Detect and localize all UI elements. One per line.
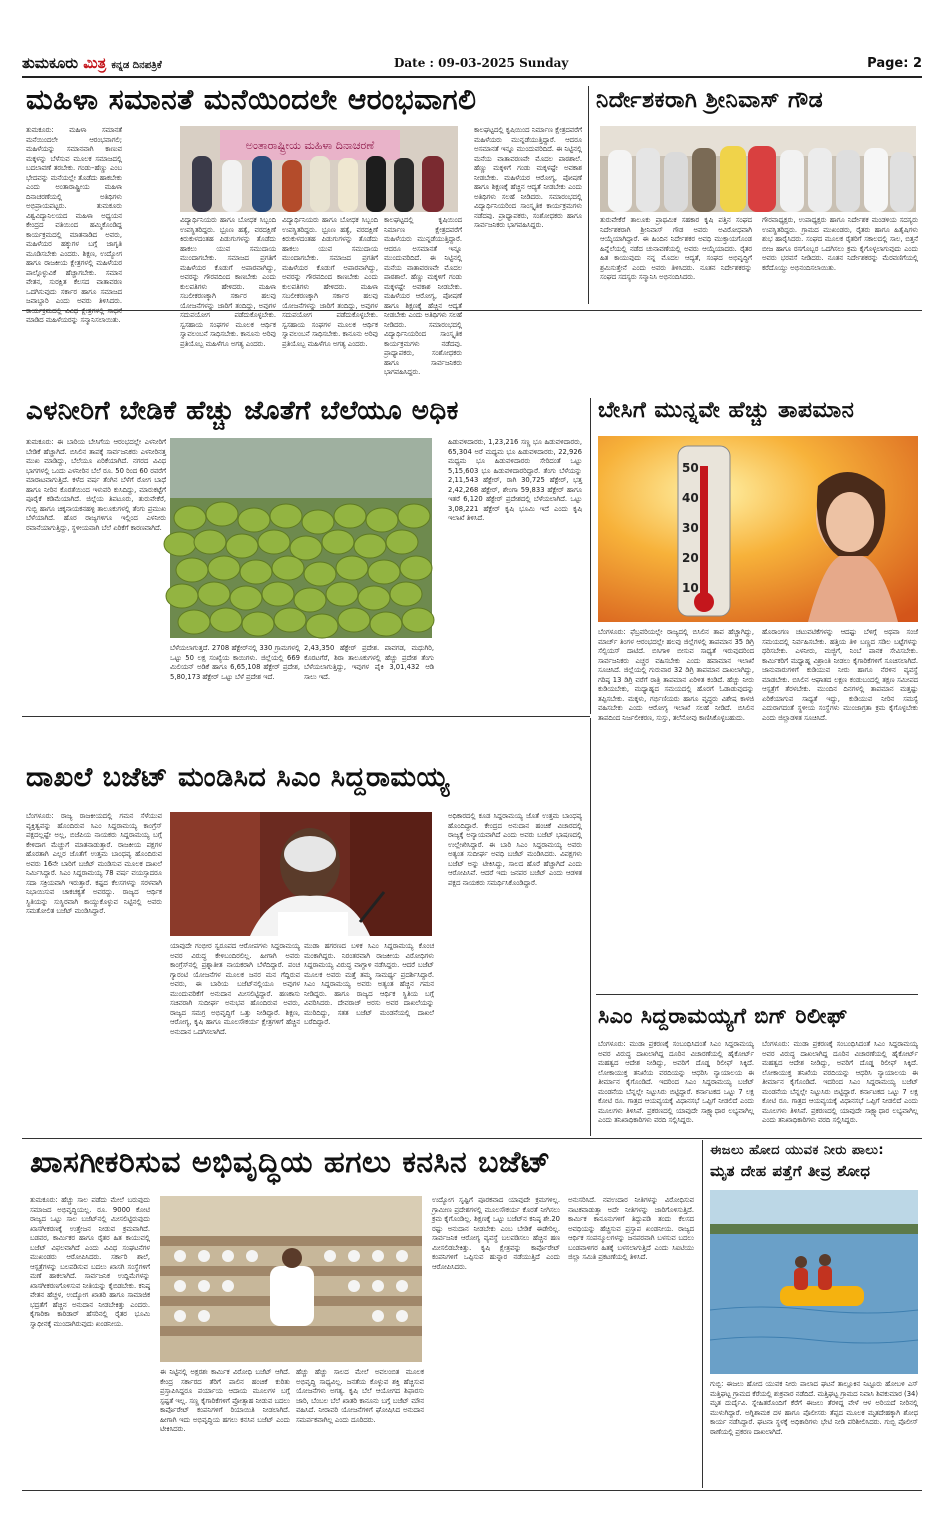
women-equality-col2: ವಿದ್ಯಾರ್ಥಿನಿಯರು ಹಾಗೂ ಬೋಧಕ ಸಿಬ್ಬಂದಿ ಉಪಸ್ಥಿತರಿದ್ದರು. ಭ್ರೂಣ ಹತ್ಯೆ, ವರದಕ್ಷಿಣೆ ಕಿರುಕುಳದಂತಹ ಪಿಡುಗುಗಳನ್ನು ತೊಡೆದು ಹಾಕಲು ಯುವ ಸಮುದಾಯ ಮುಂದಾಗಬೇಕು. ಸಮಾಜದ ಪ್ರಗತಿಗೆ ಮಹಿಳೆಯರ ಕೊಡುಗೆ ಅಪಾರವಾಗಿದ್ದು, ಅವರನ್ನು ಗೌರವದಿಂದ ಕಾಣಬೇಕು ಎಂದು ಕುಲಪತಿಗಳು ಹೇಳಿದರು. ಮಹಿಳಾ ಸಬಲೀಕರಣಕ್ಕಾಗಿ ಸರ್ಕಾರ ಹಲವು ಯೋಜನೆಗಳನ್ನು ಜಾರಿಗೆ ತಂದಿದ್ದು, ಅವುಗಳ ಸದುಪಯೋಗ ಪಡೆದುಕೊಳ್ಳಬೇಕು. ಸ್ವಸಹಾಯ ಸಂಘಗಳ ಮೂಲಕ ಆರ್ಥಿಕ ಸ್ವಾವಲಂಬನೆ ಸಾಧಿಸಬೇಕು. ಕಾನೂನು ಅರಿವು ಪ್ರತಿಯೊಬ್ಬ ಮಹಿಳೆಗೂ ಅಗತ್ಯ ಎಂದರು. <box>180 216 276 348</box>
lake-search-photo <box>710 1190 918 1374</box>
srinivas-col2: ಗೌರವಾಧ್ಯಕ್ಷರು, ಉಪಾಧ್ಯಕ್ಷರು ಹಾಗೂ ನಿರ್ದೇಶಕ ಮಂಡಳಿಯ ಸದಸ್ಯರು ಉಪಸ್ಥಿತರಿದ್ದರು. ಗ್ರಾಮದ ಮುಖಂಡರು, ರೈತರು ಹಾಗೂ ಹಿತೈಷಿಗಳು ಶುಭ ಹಾರೈಸಿದರು. ಸಂಘದ ಮೂಲಕ ರೈತರಿಗೆ ಸಕಾಲದಲ್ಲಿ ಸಾಲ, ಬಿತ್ತನೆ ಬೀಜ ಹಾಗೂ ರಸಗೊಬ್ಬರ ಒದಗಿಸಲು ಕ್ರಮ ಕೈಗೊಳ್ಳಲಾಗುವುದು ಎಂದು ಅವರು ಭರವಸೆ ನೀಡಿದರು. ನೂತನ ನಿರ್ದೇಶಕರನ್ನು ಮೆರವಣಿಗೆಯಲ್ಲಿ ಕರೆದೊಯ್ದು ಅಭಿನಂದಿಸಲಾಯಿತು. <box>762 216 918 272</box>
coconut-col4: ಹಿಡುವಳಿದಾರರು, 1,23,216 ಸಣ್ಣ ಭೂ ಹಿಡುವಳಿದಾರರು, 65,304 ಅರೆ ಮಧ್ಯಮ ಭೂ ಹಿಡುವಳಿದಾರರು, 22,926 ಮಧ್ಯಮ ಭೂ ಹಿಡುವಳಿದಾರರು ಸೇರಿದಂತೆ ಒಟ್ಟು 5,15,603 ಭೂ ಹಿಡುವಳಿದಾರರಿದ್ದಾರೆ. ತೆಂಗು ಬೆಳೆಯನ್ನು 2,11,543 ಹೆಕ್ಟೇರ್, ರಾಗಿ 30,725 ಹೆಕ್ಟೇರ್, ಭತ್ತ 2,42,268 ಹೆಕ್ಟೇರ್, ಶೇಂಗಾ 59,833 ಹೆಕ್ಟೇರ್ ಹಾಗೂ ಇತರೆ 6,120 ಹೆಕ್ಟೇರ್ ಪ್ರದೇಶದಲ್ಲಿ ಬೆಳೆಯಲಾಗಿದೆ. ಒಟ್ಟು 3,08,221 ಹೆಕ್ಟೇರ್ ಕೃಷಿ ಭೂಮಿ ಇದೆ ಎಂದು ಕೃಷಿ ಇಲಾಖೆ ತಿಳಿಸಿದೆ. <box>448 438 582 522</box>
women-equality-col3: ಕಾಲಘಟ್ಟದಲ್ಲಿ ಕೃಷಿಯಿಂದ ನಿರ್ಮಾಣ ಕ್ಷೇತ್ರದವರೆಗೆ ಮಹಿಳೆಯರು ಮುನ್ನಡೆಯುತ್ತಿದ್ದಾರೆ. ಆದರೂ ಅಸಮಾನತೆ ಇನ್ನೂ ಮುಂದುವರಿದಿದೆ. ಈ ನಿಟ್ಟಿನಲ್ಲಿ ಮನೆಯ ವಾತಾವರಣವೇ ಮೊದಲ ಪಾಠಶಾಲೆ. ಹೆಣ್ಣು ಮಕ್ಕಳಿಗೆ ಗಂಡು ಮಕ್ಕಳಷ್ಟೇ ಅವಕಾಶ ನೀಡಬೇಕು. ಮಹಿಳೆಯರ ಆರೋಗ್ಯ, ಪೋಷಣೆ ಹಾಗೂ ಶಿಕ್ಷಣಕ್ಕೆ ಹೆಚ್ಚಿನ ಆದ್ಯತೆ ನೀಡಬೇಕು ಎಂದು ಅತಿಥಿಗಳು ಸಲಹೆ ನೀಡಿದರು. ಸಮಾರಂಭದಲ್ಲಿ ವಿದ್ಯಾರ್ಥಿನಿಯರಿಂದ ಸಾಂಸ್ಕೃತಿಕ ಕಾರ್ಯಕ್ರಮಗಳು ನಡೆದವು. ಪ್ರಾಧ್ಯಾಪಕರು, ಸಂಶೋಧಕರು ಹಾಗೂ ಸಾರ್ವಜನಿಕರು ಭಾಗವಹಿಸಿದ್ದರು. <box>474 126 582 229</box>
headline-cm-relief: ಸಿಎಂ ಸಿದ್ದರಾಮಯ್ಯಗೆ ಬಿಗ್ ರಿಲೀಫ್ <box>598 1004 848 1028</box>
paper-tagline: ಕನ್ನಡ ದಿನಪತ್ರಿಕೆ <box>111 60 162 71</box>
privatization-col4: ಉದ್ಯೋಗ ಸೃಷ್ಟಿಗೆ ಪೂರಕವಾದ ಯಾವುದೇ ಕ್ರಮಗಳಿಲ್ಲ. ಗ್ರಾಮೀಣ ಪ್ರದೇಶಗಳಲ್ಲಿ ಮೂಲಸೌಕರ್ಯ ಕೊರತೆ ನೀಗಿಸಲು ಕ್ರಮ ಕೈಗೊಂಡಿಲ್ಲ. ಶಿಕ್ಷಣಕ್ಕೆ ಒಟ್ಟು ಬಜೆಟ್‌ನ ಕನಿಷ್ಠ ಶೇ.20 ರಷ್ಟು ಅನುದಾನ ನೀಡಬೇಕು ಎಂಬ ಬೇಡಿಕೆ ಈಡೇರಿಲ್ಲ. ಸಾರ್ವಜನಿಕ ಆರೋಗ್ಯ ವ್ಯವಸ್ಥೆ ಬಲಪಡಿಸಲು ಹೆಚ್ಚಿನ ಹಣ ಮೀಸಲಿಡಬೇಕಿತ್ತು. ಕೃಷಿ ಕ್ಷೇತ್ರವನ್ನು ಕಾರ್ಪೊರೇಟ್ ಕಂಪನಿಗಳಿಗೆ ಒಪ್ಪಿಸುವ ಹುನ್ನಾರ ನಡೆಯುತ್ತಿದೆ ಎಂದು ಆರೋಪಿಸಿದರು. <box>432 1196 560 1271</box>
relief-col2: ಬೆಂಗಳೂರು: ಮುಡಾ ಪ್ರಕರಣಕ್ಕೆ ಸಂಬಂಧಿಸಿದಂತೆ ಸಿಎಂ ಸಿದ್ದರಾಮಯ್ಯ ಅವರ ವಿರುದ್ಧ ದಾಖಲಾಗಿದ್ದ ದೂರಿನ ವಿಚಾರಣೆಯಲ್ಲಿ ಹೈಕೋರ್ಟ್ ಮಹತ್ವದ ಆದೇಶ ನೀಡಿದ್ದು, ಅವರಿಗೆ ದೊಡ್ಡ ರಿಲೀಫ್ ಸಿಕ್ಕಿದೆ. ಲೋಕಾಯುಕ್ತ ತನಿಖೆಯ ವರದಿಯನ್ನು ಆಧರಿಸಿ ನ್ಯಾಯಾಲಯ ಈ ತೀರ್ಮಾನ ಕೈಗೊಂಡಿದೆ. ಇದರಿಂದ ಸಿಎಂ ಸಿದ್ದರಾಮಯ್ಯ ಬಜೆಟ್ ಮಂಡನೆಯ ಬೆನ್ನಲ್ಲೇ ನಿಟ್ಟುಸಿರು ಬಿಟ್ಟಿದ್ದಾರೆ. ಕರ್ನಾಟಕದ ಒಟ್ಟು 7 ಲಕ್ಷ ಕೋಟಿ ರೂ. ಗಾತ್ರದ ಆಯವ್ಯಯಕ್ಕೆ ವಿಧಾನಸಭೆ ಒಪ್ಪಿಗೆ ನೀಡಲಿದೆ ಎಂದು ಮೂಲಗಳು ತಿಳಿಸಿವೆ. ಪ್ರಕರಣದಲ್ಲಿ ಯಾವುದೇ ಸಾಕ್ಷ್ಯಾಧಾರ ಲಭ್ಯವಾಗಿಲ್ಲ ಎಂದು ತನಿಖಾಧಿಕಾರಿಗಳು ವರದಿ ಸಲ್ಲಿಸಿದ್ದರು. <box>762 1040 918 1124</box>
thermo-mark-20: 20 <box>682 551 699 565</box>
srinivas-felicitation-photo <box>600 126 916 212</box>
srinivas-col1: ತುರುವೇಕೆರೆ ತಾಲೂಕು ಪ್ರಾಥಮಿಕ ಸಹಕಾರ ಕೃಷಿ ಪತ್ತಿನ ಸಂಘದ ನಿರ್ದೇಶಕರಾಗಿ ಶ್ರೀನಿವಾಸ್ ಗೌಡ ಅವರು ಅವಿರೋಧವಾಗಿ ಆಯ್ಕೆಯಾಗಿದ್ದಾರೆ. ಈ ಹಿಂದಿನ ನಿರ್ದೇಶಕರ ಅವಧಿ ಮುಕ್ತಾಯಗೊಂಡ ಹಿನ್ನೆಲೆಯಲ್ಲಿ ನಡೆದ ಚುನಾವಣೆಯಲ್ಲಿ ಅವರು ಆಯ್ಕೆಯಾದರು. ರೈತರ ಹಿತ ಕಾಯುವುದು ನನ್ನ ಮೊದಲ ಆದ್ಯತೆ, ಸಂಘದ ಅಭಿವೃದ್ಧಿಗೆ ಶ್ರಮಿಸುತ್ತೇನೆ ಎಂದು ಅವರು ತಿಳಿಸಿದರು. ನೂತನ ನಿರ್ದೇಶಕರನ್ನು ಸಂಘದ ಸದಸ್ಯರು ಸನ್ಮಾನಿಸಿ ಅಭಿನಂದಿಸಿದರು. <box>600 216 752 281</box>
body-found-text: ಗುಬ್ಬಿ: ಈಜಲು ಹೋದ ಯುವಕ ನೀರು ಪಾಲಾದ ಘಟನೆ ತಾಲ್ಲೂಕಿನ ನಿಟ್ಟೂರು ಹೋಬಳಿ ಎಸ್ ಮತ್ತಿಘಟ್ಟ ಗ್ರಾಮದ ಕೆರೆಯಲ್ಲಿ ಶುಕ್ರವಾರ ನಡೆದಿದೆ. ಮತ್ತಿಘಟ್ಟ ಗ್ರಾಮದ ನಿವಾಸಿ ಶಿವಕುಮಾರ (34) ಮೃತ ದುರ್ದೈವಿ. ಸ್ನೇಹಿತರೊಂದಿಗೆ ಕೆರೆಗೆ ಈಜಲು ತೆರಳಿದ್ದ ವೇಳೆ ಆಳ ಅರಿಯದೆ ನೀರಿನಲ್ಲಿ ಮುಳುಗಿದ್ದಾರೆ. ಅಗ್ನಿಶಾಮಕ ದಳ ಹಾಗೂ ಪೊಲೀಸರು ತೆಪ್ಪದ ಮೂಲಕ ಮೃತದೇಹಕ್ಕಾಗಿ ಶೋಧ ಕಾರ್ಯ ನಡೆಸಿದ್ದಾರೆ. ಘಟನಾ ಸ್ಥಳಕ್ಕೆ ಅಧಿಕಾರಿಗಳು ಭೇಟಿ ನೀಡಿ ಪರಿಶೀಲಿಸಿದರು. ಗುಬ್ಬಿ ಪೊಲೀಸ್ ಠಾಣೆಯಲ್ಲಿ ಪ್ರಕರಣ ದಾಖಲಾಗಿದೆ. <box>710 1380 918 1436</box>
headline-body-found-line1: ಈಜಲು ಹೋದ ಯುವಕ ನೀರು ಪಾಲು: <box>710 1143 885 1158</box>
section-divider <box>596 994 918 995</box>
cm-siddaramaiah-photo <box>170 812 432 936</box>
privatization-col3: ಹೆಚ್ಚು ಹೆಚ್ಚು ಸಾಲದ ಮೇಲೆ ಅವಲಂಬಿತ ಮೂಲಕ ಅಭಿವೃದ್ಧಿ ಸಾಧ್ಯವಿಲ್ಲ. ಜನತೆಯ ಕೊಳ್ಳುವ ಶಕ್ತಿ ಹೆಚ್ಚಿಸುವ ಯೋಜನೆಗಳು ಅಗತ್ಯ. ಕೃಷಿ ಬೆಲೆ ಆಯೋಗದ ಶಿಫಾರಸು ಜಾರಿ, ಬೆಂಬಲ ಬೆಲೆ ಖಾತರಿ ಕಾನೂನು ಬಗ್ಗೆ ಬಜೆಟ್ ಮೌನ ವಹಿಸಿದೆ. ನೀರಾವರಿ ಯೋಜನೆಗಳಿಗೆ ಘೋಷಿಸಿದ ಅನುದಾನ ಸಮರ್ಪಕವಾಗಿಲ್ಲ ಎಂದು ದೂರಿದರು. <box>296 1368 424 1424</box>
section-divider <box>22 716 590 717</box>
women-equality-col1: ತುಮಕೂರು: ಮಹಿಳಾ ಸಮಾನತೆ ಮನೆಯಿಂದಲೇ ಆರಂಭವಾಗಲಿ; ಮಹಿಳೆಯನ್ನು ಸಮಾನವಾಗಿ ಕಾಣುವ ಮಕ್ಕಳನ್ನು ಬೆಳೆಸುವ ಮೂಲಕ ಸಮಾಜದಲ್ಲಿ ಬದಲಾವಣೆ ತರಬೇಕು. ಗಂಡು–ಹೆಣ್ಣು ಎಂಬ ಭೇದವನ್ನು ಮನೆಯಲ್ಲೇ ತೊಡೆದು ಹಾಕಬೇಕು ಎಂದು ಅಂತಾರಾಷ್ಟ್ರೀಯ ಮಹಿಳಾ ದಿನಾಚರಣೆಯಲ್ಲಿ ಅತಿಥಿಗಳು ಅಭಿಪ್ರಾಯಪಟ್ಟರು. ತುಮಕೂರು ವಿಶ್ವವಿದ್ಯಾನಿಲಯದ ಮಹಿಳಾ ಅಧ್ಯಯನ ಕೇಂದ್ರದ ವತಿಯಿಂದ ಹಮ್ಮಿಕೊಂಡಿದ್ದ ಕಾರ್ಯಕ್ರಮದಲ್ಲಿ ಮಾತನಾಡಿದ ಅವರು, ಮಹಿಳೆಯರ ಹಕ್ಕುಗಳ ಬಗ್ಗೆ ಜಾಗೃತಿ ಮೂಡಿಸಬೇಕು ಎಂದರು. ಶಿಕ್ಷಣ, ಉದ್ಯೋಗ ಹಾಗೂ ರಾಜಕೀಯ ಕ್ಷೇತ್ರಗಳಲ್ಲಿ ಮಹಿಳೆಯರ ಪಾಲ್ಗೊಳ್ಳುವಿಕೆ ಹೆಚ್ಚಾಗಬೇಕು. ಸಮಾನ ವೇತನ, ಸುರಕ್ಷಿತ ಕೆಲಸದ ವಾತಾವರಣ ಒದಗಿಸುವುದು ಸರ್ಕಾರ ಹಾಗೂ ಸಮಾಜದ ಜವಾಬ್ದಾರಿ ಎಂದು ಅವರು ತಿಳಿಸಿದರು. ಮಾಡಿದ ಮಹಿಳೆಯರನ್ನು ಸನ್ಮಾನಿಸಲಾಯಿತು. <box>26 126 122 324</box>
coconut-col1: ತುಮಕೂರು: ಈ ಬಾರಿಯ ಬೇಸಿಗೆಯ ಆರಂಭದಲ್ಲೇ ಎಳನೀರಿಗೆ ಬೇಡಿಕೆ ಹೆಚ್ಚಾಗಿದೆ. ಬಿಸಿಲಿನ ತಾಪಕ್ಕೆ ಸಾರ್ವಜನಿಕರು ಎಳನೀರಿನತ್ತ ಮುಖ ಮಾಡಿದ್ದು, ಬೆಲೆಯೂ ಏರಿಕೆಯಾಗಿದೆ. ನಗರದ ವಿವಿಧ ಭಾಗಗಳಲ್ಲಿ ಒಂದು ಎಳನೀರಿನ ಬೆಲೆ ರೂ. 50 ರಿಂದ 60 ರವರೆಗೆ ಮಾರಾಟವಾಗುತ್ತಿದೆ. ಕಳೆದ ವರ್ಷ ತೆಂಗಿನ ಬೆಳೆಗೆ ರೋಗ ಬಾಧೆ ಹಾಗೂ ನೀರಿನ ಕೊರತೆಯಿಂದ ಇಳುವರಿ ಕುಸಿದಿದ್ದು, ಮಾರುಕಟ್ಟೆಗೆ ಪೂರೈಕೆ ಕಡಿಮೆಯಾಗಿದೆ. ಜಿಲ್ಲೆಯ ತಿಪಟೂರು, ತುರುವೇಕೆರೆ, ಗುಬ್ಬಿ ಹಾಗೂ ಚಿಕ್ಕನಾಯಕನಹಳ್ಳಿ ತಾಲೂಕುಗಳಲ್ಲಿ ತೆಂಗು ಪ್ರಮುಖ ಬೆಳೆಯಾಗಿದೆ. ಹೊರ ರಾಜ್ಯಗಳಿಗೂ ಇಲ್ಲಿಂದ ಎಳನೀರು ರವಾನೆಯಾಗುತ್ತಿದ್ದು, ಸ್ಥಳೀಯವಾಗಿ ಬೆಲೆ ಏರಿಕೆಗೆ ಕಾರಣವಾಗಿದೆ. <box>26 438 166 532</box>
privatization-col2: ಈ ನಿಟ್ಟಿನಲ್ಲಿ ಅಕ್ಷರಶಃ ಕಾರ್ಮಿಕ ವಿರೋಧಿ ಬಜೆಟ್ ಆಗಿದೆ. ಕೇಂದ್ರ ಸರ್ಕಾರದ ತೆರಿಗೆ ಪಾಲಿನ ಹಂಚಿಕೆ ಕುರಿತು ಪ್ರಸ್ತಾಪಿಸಿದ್ದರೂ ಪರ್ಯಾಯ ಆದಾಯ ಮೂಲಗಳ ಬಗ್ಗೆ ಸ್ಪಷ್ಟತೆ ಇಲ್ಲ. ಸಣ್ಣ ಕೈಗಾರಿಕೆಗಳಿಗೆ ಪ್ರೋತ್ಸಾಹ ನೀಡುವ ಬದಲು ಕಾರ್ಪೊರೇಟ್ ಕಂಪನಿಗಳಿಗೆ ರಿಯಾಯಿತಿ ನೀಡಲಾಗಿದೆ. ಹೀಗಾಗಿ ಇದು ಅಭಿವೃದ್ಧಿಯ ಹಗಲು ಕನಸಿನ ಬಜೆಟ್ ಎಂದು ಟೀಕಿಸಿದರು. <box>160 1368 290 1433</box>
budget-col3: ಮುಡಾ ಹಗರಣದ ಬಳಿಕ ಸಿಎಂ ಸಿದ್ದರಾಮಯ್ಯ ಕೊಂಚ ಮಂಕಾಗಿದ್ದರು. ನಿರಂತರವಾಗಿ ರಾಜಕೀಯ ವಿರೋಧಿಗಳು ಸಿದ್ದರಾಮಯ್ಯ ವಿರುದ್ಧ ವಾಗ್ದಾಳಿ ನಡೆಸಿದ್ದರು. ಆದರೆ ಬಜೆಟ್ ಮೂಲಕ ಅವರು ಮತ್ತೆ ತಮ್ಮ ಸಾಮರ್ಥ್ಯ ಪ್ರದರ್ಶಿಸಿದ್ದಾರೆ. ಸಿಎಂ ಸಿದ್ದರಾಮಯ್ಯ ಅವರು ಅತ್ಯಂತ ಹೆಚ್ಚಿನ ಗಮನ ನೀಡಿದ್ದರು. ಹಾಗೂ ರಾಜ್ಯದ ಆರ್ಥಿಕ ಸ್ಥಿತಿಯ ಬಗ್ಗೆ ವಿವರಿಸಿದರು. ದೇವರಾಜ್ ಅರಸು ಅವರ ದಾಖಲೆಯನ್ನು ಮುರಿದಿದ್ದು, ಸತತ ಬಜೆಟ್ ಮಂಡನೆಯಲ್ಲಿ ದಾಖಲೆ ಬರೆದಿದ್ದಾರೆ. <box>304 942 434 1026</box>
headline-srinivas-gowda: ನಿರ್ದೇಶಕರಾಗಿ ಶ್ರೀನಿವಾಸ್ ಗೌಡ <box>596 88 824 113</box>
column-divider <box>588 86 589 304</box>
budget-col4: ಅಧಿಕಾರದಲ್ಲಿ ಕೂಡ ಸಿದ್ದರಾಮಯ್ಯ ಜೊತೆ ಉತ್ತಮ ಬಾಂಧವ್ಯ ಹೊಂದಿದ್ದಾರೆ. ಕೇಂದ್ರದ ಅನುದಾನ ಹಂಚಿಕೆ ವಿಚಾರದಲ್ಲಿ ರಾಜ್ಯಕ್ಕೆ ಅನ್ಯಾಯವಾಗಿದೆ ಎಂದು ಅವರು ಬಜೆಟ್ ಭಾಷಣದಲ್ಲಿ ಉಲ್ಲೇಖಿಸಿದ್ದಾರೆ. ಈ ಬಾರಿ ಸಿಎಂ ಸಿದ್ದರಾಮಯ್ಯ ಅವರು ಅತ್ಯಂತ ಸುದೀರ್ಘ ಅವಧಿ ಬಜೆಟ್ ಮಂಡಿಸಿದರು. ವಿಪಕ್ಷಗಳು ಬಜೆಟ್ ಅನ್ನು ಟೀಕಿಸಿದ್ದು, ಸಾಲದ ಹೊರೆ ಹೆಚ್ಚಾಗಿದೆ ಎಂದು ಆರೋಪಿಸಿವೆ. ಆದರೆ ಇದು ಜನಪರ ಬಜೆಟ್ ಎಂದು ಆಡಳಿತ ಪಕ್ಷದ ನಾಯಕರು ಸಮರ್ಥಿಸಿಕೊಂಡಿದ್ದಾರೆ. <box>448 812 582 887</box>
section-divider <box>22 1138 922 1139</box>
paper-name-b: ಮಿತ್ರ <box>83 54 107 72</box>
headline-budget-cm: ದಾಖಲೆ ಬಜೆಟ್ ಮಂಡಿಸಿದ ಸಿಎಂ ಸಿದ್ದರಾಮಯ್ಯ <box>26 762 450 793</box>
relief-col1: ಬೆಂಗಳೂರು: ಮುಡಾ ಪ್ರಕರಣಕ್ಕೆ ಸಂಬಂಧಿಸಿದಂತೆ ಸಿಎಂ ಸಿದ್ದರಾಮಯ್ಯ ಅವರ ವಿರುದ್ಧ ದಾಖಲಾಗಿದ್ದ ದೂರಿನ ವಿಚಾರಣೆಯಲ್ಲಿ ಹೈಕೋರ್ಟ್ ಮಹತ್ವದ ಆದೇಶ ನೀಡಿದ್ದು, ಅವರಿಗೆ ದೊಡ್ಡ ರಿಲೀಫ್ ಸಿಕ್ಕಿದೆ. ಲೋಕಾಯುಕ್ತ ತನಿಖೆಯ ವರದಿಯನ್ನು ಆಧರಿಸಿ ನ್ಯಾಯಾಲಯ ಈ ತೀರ್ಮಾನ ಕೈಗೊಂಡಿದೆ. ಇದರಿಂದ ಸಿಎಂ ಸಿದ್ದರಾಮಯ್ಯ ಬಜೆಟ್ ಮಂಡನೆಯ ಬೆನ್ನಲ್ಲೇ ನಿಟ್ಟುಸಿರು ಬಿಟ್ಟಿದ್ದಾರೆ. ಕರ್ನಾಟಕದ ಒಟ್ಟು 7 ಲಕ್ಷ ಕೋಟಿ ರೂ. ಗಾತ್ರದ ಆಯವ್ಯಯಕ್ಕೆ ವಿಧಾನಸಭೆ ಒಪ್ಪಿಗೆ ನೀಡಲಿದೆ ಎಂದು ಮೂಲಗಳು ತಿಳಿಸಿವೆ. ಪ್ರಕರಣದಲ್ಲಿ ಯಾವುದೇ ಸಾಕ್ಷ್ಯಾಧಾರ ಲಭ್ಯವಾಗಿಲ್ಲ ಎಂದು ತನಿಖಾಧಿಕಾರಿಗಳು ವರದಿ ಸಲ್ಲಿಸಿದ್ದರು. <box>598 1040 754 1124</box>
headline-privatization-budget: ಖಾಸಗೀಕರಿಸುವ ಅಭಿವೃದ್ಧಿಯ ಹಗಲು ಕನಸಿನ ಬಜೆಟ್ <box>30 1145 551 1180</box>
headline-women-equality: ಮಹಿಳಾ ಸಮಾನತೆ ಮನೆಯಿಂದಲೇ ಆರಂಭವಾಗಲಿ <box>26 83 477 116</box>
masthead <box>22 50 922 78</box>
women-day-event-photo <box>180 126 458 212</box>
assembly-budget-photo <box>160 1196 422 1362</box>
column-divider <box>590 718 591 1136</box>
column-divider <box>590 398 591 714</box>
thermo-mark-30: 30 <box>682 521 699 535</box>
section-divider <box>22 310 922 311</box>
paper-name <box>22 54 162 72</box>
tender-coconut-photo <box>170 438 432 638</box>
column-divider <box>702 1140 703 1488</box>
page-bottom-rule <box>22 1490 922 1491</box>
headline-heat-wave: ಬೇಸಿಗೆ ಮುನ್ನವೇ ಹೆಚ್ಚು ತಾಪಮಾನ <box>598 398 855 423</box>
privatization-col5: ಅನುಸರಿಸಿದೆ. ನವಉದಾರ ನೀತಿಗಳನ್ನು ವಿರೋಧಿಸುವ ನಾಟಕವಾಡುತ್ತಾ ಅದೇ ನೀತಿಗಳನ್ನು ಜಾರಿಗೊಳಿಸುತ್ತಿದೆ. ಕಾರ್ಮಿಕ ಕಾನೂನುಗಳಿಗೆ ತಿದ್ದುಪಡಿ ತಂದು ಕೆಲಸದ ಅವಧಿಯನ್ನು ಹೆಚ್ಚಿಸುವ ಪ್ರಸ್ತಾಪ ಖಂಡನೀಯ. ರಾಜ್ಯದ ಆರ್ಥಿಕ ಸಂಪನ್ಮೂಲಗಳನ್ನು ಜನಪರವಾಗಿ ಬಳಸುವ ಬದಲು ಬಂಡವಾಳಿಗರ ಹಿತಕ್ಕೆ ಬಳಸಲಾಗುತ್ತಿದೆ ಎಂದು ಸಿಐಟಿಯು ಜಿಲ್ಲಾ ಸಮಿತಿ ಪ್ರಕಟಣೆಯಲ್ಲಿ ತಿಳಿಸಿದೆ. <box>568 1196 694 1261</box>
heat-col1: ಬೆಂಗಳೂರು: ಫೆಬ್ರವರಿಯಲ್ಲೇ ರಾಜ್ಯದಲ್ಲಿ ಬಿಸಿಲಿನ ತಾಪ ಹೆಚ್ಚಾಗಿದ್ದು, ಮಾರ್ಚ್ ತಿಂಗಳ ಆರಂಭದಲ್ಲೇ ಹಲವು ಜಿಲ್ಲೆಗಳಲ್ಲಿ ತಾಪಮಾನ 35 ಡಿಗ್ರಿ ಸೆಲ್ಸಿಯಸ್ ದಾಟಿದೆ. ಬಿಸಿಗಾಳಿ ಬೀಸುವ ಸಾಧ್ಯತೆ ಇರುವುದರಿಂದ ಸಾರ್ವಜನಿಕರು ಎಚ್ಚರ ವಹಿಸಬೇಕು ಎಂದು ಹವಾಮಾನ ಇಲಾಖೆ ಸೂಚಿಸಿದೆ. ಜಿಲ್ಲೆಯಲ್ಲಿ ಗುರುವಾರ 32 ಡಿಗ್ರಿ ತಾಪಮಾನ ದಾಖಲಾಗಿದ್ದು, ಗರಿಷ್ಠ 13 ಡಿಗ್ರಿ ವರೆಗೆ ರಾತ್ರಿ ತಾಪಮಾನ ಏರಿಳಿತ ಕಂಡಿದೆ. ಹೆಚ್ಚು ನೀರು ಕುಡಿಯಬೇಕು, ಮಧ್ಯಾಹ್ನದ ಸಮಯದಲ್ಲಿ ಹೊರಗೆ ಓಡಾಡುವುದನ್ನು ತಪ್ಪಿಸಬೇಕು. ಮಕ್ಕಳು, ಗರ್ಭಿಣಿಯರು ಹಾಗೂ ವೃದ್ಧರು ವಿಶೇಷ ಕಾಳಜಿ ವಹಿಸಬೇಕು ಎಂದು ಆರೋಗ್ಯ ಇಲಾಖೆ ಸಲಹೆ ನೀಡಿದೆ. ಬಿಸಿಲಿನ ತಾಪದಿಂದ ನಿರ್ಜಲೀಕರಣ, ಸುಸ್ತು, ತಲೆನೋವು ಕಾಣಿಸಿಕೊಳ್ಳಬಹುದು. <box>598 628 754 722</box>
women-equality-col2b: ವಿದ್ಯಾರ್ಥಿನಿಯರು ಹಾಗೂ ಬೋಧಕ ಸಿಬ್ಬಂದಿ ಉಪಸ್ಥಿತರಿದ್ದರು. ಭ್ರೂಣ ಹತ್ಯೆ, ವರದಕ್ಷಿಣೆ ಕಿರುಕುಳದಂತಹ ಪಿಡುಗುಗಳನ್ನು ತೊಡೆದು ಹಾಕಲು ಯುವ ಸಮುದಾಯ ಮುಂದಾಗಬೇಕು. ಸಮಾಜದ ಪ್ರಗತಿಗೆ ಮಹಿಳೆಯರ ಕೊಡುಗೆ ಅಪಾರವಾಗಿದ್ದು, ಅವರನ್ನು ಗೌರವದಿಂದ ಕಾಣಬೇಕು ಎಂದು ಕುಲಪತಿಗಳು ಹೇಳಿದರು. ಮಹಿಳಾ ಸಬಲೀಕರಣಕ್ಕಾಗಿ ಸರ್ಕಾರ ಹಲವು ಯೋಜನೆಗಳನ್ನು ಜಾರಿಗೆ ತಂದಿದ್ದು, ಅವುಗಳ ಸದುಪಯೋಗ ಪಡೆದುಕೊಳ್ಳಬೇಕು. ಸ್ವಸಹಾಯ ಸಂಘಗಳ ಮೂಲಕ ಆರ್ಥಿಕ ಸ್ವಾವಲಂಬನೆ ಸಾಧಿಸಬೇಕು. ಕಾನೂನು ಅರಿವು ಪ್ರತಿಯೊಬ್ಬ ಮಹಿಳೆಗೂ ಅಗತ್ಯ ಎಂದರು. <box>282 216 378 348</box>
budget-col1: ಬೆಂಗಳೂರು: ರಾಜ್ಯ ರಾಜಕೀಯದಲ್ಲಿ ಗಮನ ಸೆಳೆಯುವ ವ್ಯಕ್ತಿತ್ವವನ್ನು ಹೊಂದಿರುವ ಸಿಎಂ ಸಿದ್ದರಾಮಯ್ಯ ಕಾಂಗ್ರೆಸ್ ಪಕ್ಷದಲ್ಲಷ್ಟೇ ಅಲ್ಲ, ಬಿಜೆಪಿಯ ನಾಯಕರು ಸಿದ್ದರಾಮಯ್ಯ ಬಗ್ಗೆ ಕೇಳಿದಾಗ ಮೆಚ್ಚುಗೆ ಮಾತನಾಡುತ್ತಾರೆ. ರಾಜಕೀಯ ಪಕ್ಷಗಳ ಹೊರತಾಗಿ ಎಲ್ಲರ ಜೊತೆಗೆ ಉತ್ತಮ ಬಾಂಧವ್ಯ ಹೊಂದಿರುವ ಅವರು 16ನೇ ಬಾರಿಗೆ ಬಜೆಟ್ ಮಂಡಿಸುವ ಮೂಲಕ ದಾಖಲೆ ನಿರ್ಮಿಸಿದ್ದಾರೆ. ಸಿಎಂ ಸಿದ್ದರಾಮಯ್ಯ 78 ವರ್ಷ ವಯಸ್ಸಾದರೂ ಸದಾ ಸಕ್ರಿಯವಾಗಿ ಇರುತ್ತಾರೆ. ಕಷ್ಟದ ಕೆಲಸಗಳನ್ನು ಸರಳವಾಗಿ ನಿಭಾಯಿಸುವ ಚಾಕಚಕ್ಯತೆ ಅವರದ್ದು. ರಾಜ್ಯದ ಆರ್ಥಿಕ ಸ್ಥಿತಿಯನ್ನು ಸುಸ್ಥಿರವಾಗಿ ಕಾಯ್ದುಕೊಳ್ಳುವ ನಿಟ್ಟಿನಲ್ಲಿ ಅವರು ಸಮತೋಲಿತ ಬಜೆಟ್ ಮಂಡಿಸಿದ್ದಾರೆ. <box>26 812 162 915</box>
page-number: Page: 2 <box>867 56 922 71</box>
coconut-col3: 2,43,350 ಹೆಕ್ಟೇರ್ ಪ್ರದೇಶ. ಪಾವಗಡ, ಮಧುಗಿರಿ, ಕೊರಟಗೆರೆ, ಶಿರಾ ತಾಲೂಕುಗಳಲ್ಲಿ ಹೆಚ್ಚು ಪ್ರದೇಶ ತೆಂಗು ಬೆಳೆಯಲಾಗುತ್ತಿದ್ದು, ಇವುಗಳ ಪೈಕಿ 3,01,432 ಆಡಿ ಸಾಲು ಇದೆ. <box>304 644 434 681</box>
women-equality-col2c: ಕಾಲಘಟ್ಟದಲ್ಲಿ ಕೃಷಿಯಿಂದ ನಿರ್ಮಾಣ ಕ್ಷೇತ್ರದವರೆಗೆ ಮಹಿಳೆಯರು ಮುನ್ನಡೆಯುತ್ತಿದ್ದಾರೆ. ಆದರೂ ಅಸಮಾನತೆ ಇನ್ನೂ ಮುಂದುವರಿದಿದೆ. ಈ ನಿಟ್ಟಿನಲ್ಲಿ ಮನೆಯ ವಾತಾವರಣವೇ ಮೊದಲ ಪಾಠಶಾಲೆ. ಹೆಣ್ಣು ಮಕ್ಕಳಿಗೆ ಗಂಡು ಮಕ್ಕಳಷ್ಟೇ ಅವಕಾಶ ನೀಡಬೇಕು. ಮಹಿಳೆಯರ ಆರೋಗ್ಯ, ಪೋಷಣೆ ಹಾಗೂ ಶಿಕ್ಷಣಕ್ಕೆ ಹೆಚ್ಚಿನ ಆದ್ಯತೆ ನೀಡಬೇಕು ಎಂದು ಅತಿಥಿಗಳು ಸಲಹೆ ನೀಡಿದರು. ಸಮಾರಂಭದಲ್ಲಿ ವಿದ್ಯಾರ್ಥಿನಿಯರಿಂದ ಸಾಂಸ್ಕೃತಿಕ ಕಾರ್ಯಕ್ರಮಗಳು ನಡೆದವು. ಪ್ರಾಧ್ಯಾಪಕರು, ಸಂಶೋಧಕರು ಹಾಗೂ ಸಾರ್ವಜನಿಕರು ಭಾಗವಹಿಸಿದ್ದರು. <box>384 216 462 376</box>
headline-tender-coconut: ಎಳನೀರಿಗೆ ಬೇಡಿಕೆ ಹೆಚ್ಚು ಜೊತೆಗೆ ಬೆಲೆಯೂ ಅಧಿಕ <box>26 396 459 426</box>
issue-date: Date : 09-03-2025 Sunday <box>394 56 569 70</box>
headline-body-found-line2: ಮೃತ ದೇಹ ಪತ್ತೆಗೆ ತೀವ್ರ ಶೋಧ <box>710 1162 871 1180</box>
budget-col2: ಯಾವುದೇ ಗಂಭೀರ ಸ್ವರೂಪದ ಆರೋಪಗಳು ಸಿದ್ದರಾಮಯ್ಯ ಅವರ ವಿರುದ್ಧ ಕೇಳಿಬಂದಿರಲಿಲ್ಲ. ಹೀಗಾಗಿ ಅವರು ಕಾಂಗ್ರೆಸ್‌ನಲ್ಲಿ ಪ್ರಶ್ನಾತೀತ ನಾಯಕರಾಗಿ ಬೆಳೆದಿದ್ದಾರೆ. ಪಂಚ ಗ್ಯಾರಂಟಿ ಯೋಜನೆಗಳ ಮೂಲಕ ಜನರ ಮನ ಗೆದ್ದಿರುವ ಅವರು, ಈ ಬಾರಿಯ ಬಜೆಟ್‌ನಲ್ಲಿಯೂ ಅವುಗಳ ಮುಂದುವರಿಕೆಗೆ ಅನುದಾನ ಮೀಸಲಿಟ್ಟಿದ್ದಾರೆ. ಹಣಕಾಸು ಸಚಿವರಾಗಿ ಸುದೀರ್ಘ ಅನುಭವ ಹೊಂದಿರುವ ಅವರು, ರಾಜ್ಯದ ಸಮಗ್ರ ಅಭಿವೃದ್ಧಿಗೆ ಒತ್ತು ನೀಡಿದ್ದಾರೆ. ಶಿಕ್ಷಣ, ಆರೋಗ್ಯ, ಕೃಷಿ ಹಾಗೂ ಮೂಲಸೌಕರ್ಯ ಕ್ಷೇತ್ರಗಳಿಗೆ ಹೆಚ್ಚಿನ ಅನುದಾನ ಒದಗಿಸಲಾಗಿದೆ. <box>170 942 300 1036</box>
event-banner-text: ಅಂತಾರಾಷ್ಟ್ರೀಯ ಮಹಿಳಾ ದಿನಾಚರಣೆ <box>245 139 375 152</box>
privatization-col1: ತುಮಕೂರು: ಹೆಚ್ಚು ಸಾಲ ಪಡೆದು ಮೇಲೆ ಬರುವುದು ಸಮಾಜದ ಅಭಿವೃದ್ಧಿಯಲ್ಲ. ರೂ. 9000 ಕೋಟಿ ರಾಜ್ಯದ ಒಟ್ಟು ಸಾಲ ಬಜೆಟ್‌ನಲ್ಲಿ ಮೀಸಲಿಟ್ಟಿರುವುದು ಖಾಸಗೀಕರಣಕ್ಕೆ ಉತ್ತೇಜನ ನೀಡುವ ಕ್ರಮವಾಗಿದೆ. ಬಡವರ, ಕಾರ್ಮಿಕರ ಹಾಗೂ ರೈತರ ಹಿತ ಕಾಯುವಲ್ಲಿ ಬಜೆಟ್ ವಿಫಲವಾಗಿದೆ ಎಂದು ವಿವಿಧ ಸಂಘಟನೆಗಳ ಮುಖಂಡರು ಆರೋಪಿಸಿದರು. ಸರ್ಕಾರಿ ಶಾಲೆ, ಆಸ್ಪತ್ರೆಗಳನ್ನು ಬಲಪಡಿಸುವ ಬದಲು ಖಾಸಗಿ ಸಂಸ್ಥೆಗಳಿಗೆ ಮಣೆ ಹಾಕಲಾಗಿದೆ. ಸಾರ್ವಜನಿಕ ಉದ್ದಿಮೆಗಳನ್ನು ಖಾಸಗೀಕರಣಗೊಳಿಸುವ ನೀತಿಯನ್ನು ಕೈಬಿಡಬೇಕು. ಕನಿಷ್ಠ ವೇತನ ಹೆಚ್ಚಳ, ಉದ್ಯೋಗ ಖಾತರಿ ಹಾಗೂ ಸಾಮಾಜಿಕ ಭದ್ರತೆಗೆ ಹೆಚ್ಚಿನ ಅನುದಾನ ನೀಡಬೇಕಿತ್ತು ಎಂದರು. ಕೈಗಾರಿಕಾ ಕಾರಿಡಾರ್ ಹೆಸರಿನಲ್ಲಿ ರೈತರ ಭೂಮಿ ಸ್ವಾಧೀನಕ್ಕೆ ಮುಂದಾಗಿರುವುದು ಖಂಡನೀಯ. <box>30 1196 150 1328</box>
paper-name-a: ತುಮಕೂರು <box>22 54 79 72</box>
heat-col2: ಹೊರಾಂಗಣ ಚಟುವಟಿಕೆಗಳನ್ನು ಆದಷ್ಟು ಬೆಳಿಗ್ಗೆ ಅಥವಾ ಸಂಜೆ ಸಮಯದಲ್ಲಿ ನಿರ್ವಹಿಸಬೇಕು. ಹತ್ತಿಯ ತಿಳಿ ಬಣ್ಣದ ಸಡಿಲ ಬಟ್ಟೆಗಳನ್ನು ಧರಿಸಬೇಕು. ಎಳನೀರು, ಮಜ್ಜಿಗೆ, ನಿಂಬೆ ಪಾನಕ ಸೇವಿಸಬೇಕು. ಕಾರ್ಮಿಕರಿಗೆ ಮಧ್ಯಾಹ್ನ ವಿಶ್ರಾಂತಿ ನೀಡಲು ಕೈಗಾರಿಕೆಗಳಿಗೆ ಸೂಚಿಸಲಾಗಿದೆ. ಜಾನುವಾರುಗಳಿಗೆ ಕುಡಿಯುವ ನೀರು ಹಾಗೂ ನೆರಳಿನ ವ್ಯವಸ್ಥೆ ಮಾಡಬೇಕು. ಬಿಸಿಲಿನ ಆಘಾತದ ಲಕ್ಷಣ ಕಂಡುಬಂದಲ್ಲಿ ತಕ್ಷಣ ಸಮೀಪದ ಆಸ್ಪತ್ರೆಗೆ ತೆರಳಬೇಕು. ಮುಂದಿನ ದಿನಗಳಲ್ಲಿ ತಾಪಮಾನ ಮತ್ತಷ್ಟು ಏರಿಕೆಯಾಗುವ ಸಾಧ್ಯತೆ ಇದ್ದು, ಕುಡಿಯುವ ನೀರಿನ ಸಮಸ್ಯೆ ಎದುರಾಗದಂತೆ ಸ್ಥಳೀಯ ಸಂಸ್ಥೆಗಳು ಮುಂಜಾಗ್ರತಾ ಕ್ರಮ ಕೈಗೊಳ್ಳಬೇಕು ಎಂದು ಜಿಲ್ಲಾಡಳಿತ ಸೂಚಿಸಿದೆ. <box>762 628 918 722</box>
thermo-mark-10: 10 <box>682 581 699 595</box>
thermo-mark-50: 50 <box>682 461 699 475</box>
thermo-mark-40: 40 <box>682 491 699 505</box>
heat-wave-photo <box>598 436 918 622</box>
coconut-col2: ಬೆಳೆಯಲಾಗುತ್ತದೆ. 2708 ಹೆಕ್ಟೇರ್‌ನಲ್ಲಿ 330 ಗ್ರಾಮಗಳಲ್ಲಿ ಒಟ್ಟು 50 ಲಕ್ಷ ಸಂಖ್ಯೆಯ ಕಾಯಿಗಳು. ಜಿಲ್ಲೆಯಲ್ಲಿ 669 ಮಿಲಿಯನ್ ಅಡಿಕೆ ಹಾಗೂ 6,65,108 ಹೆಕ್ಟೇರ್ ಪ್ರದೇಶ, 5,80,173 ಹೆಕ್ಟೇರ್ ಒಟ್ಟು ಬೆಳೆ ಪ್ರದೇಶ ಇದೆ. <box>170 644 300 681</box>
